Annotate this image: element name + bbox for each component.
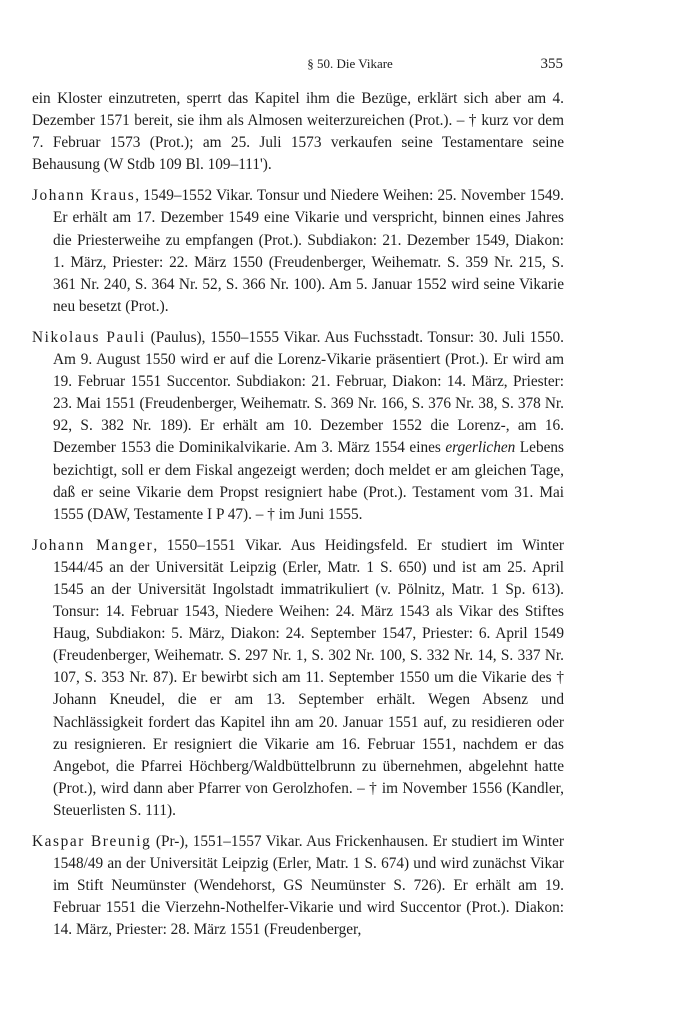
running-title: § 50. Die Vikare bbox=[307, 56, 393, 71]
entry-name: Johann Kraus bbox=[32, 187, 136, 205]
entry-name: Nikolaus Pauli bbox=[32, 328, 146, 346]
page-number: 355 bbox=[540, 56, 563, 72]
entry-text: (Pr-), 1551–1557 Vikar. Aus Frickenhausen. Er studiert im Winter 1548/49 an der Universität Leipzig (Erler, Matr. 1 S. 674) und wird zunächst Vikar im Stift Neumünster (Wendehorst, GS Neumünster S. 726). Er erhält am 19. Februar 1551 die Vierzehn-Nothelfer-Vikarie und wird Succentor (Prot.). Diakon: 14. März, Priester: 28. März 1551 (Freudenberger, bbox=[53, 833, 565, 939]
entry-italic-term: ergerlichen bbox=[445, 439, 516, 457]
paragraph-text: ein Kloster einzutreten, sperrt das Kapitel ihm die Bezüge, erklärt sich aber am 4. Dezember 1571 bereit, sie ihm als Almosen weiterzureichen (Prot.). – † kurz vor dem 7. Februar 1573 (Prot.); am 25. Juli 1573 verkaufen seine Testamentare seine Behausung (W Stdb 109 Bl. 109–111'). bbox=[32, 90, 564, 174]
entry-kaspar-breunig bbox=[32, 831, 564, 941]
body-text bbox=[32, 88, 564, 950]
entry-johann-manger bbox=[32, 535, 564, 822]
entry-nikolaus-pauli bbox=[32, 327, 564, 526]
entry-name: Johann Manger bbox=[32, 536, 154, 554]
running-head bbox=[0, 54, 700, 74]
entry-name: Kaspar Breunig bbox=[32, 833, 152, 850]
entry-text: Lebens bezichtigt, soll er dem Fiskal angezeigt werden; doch meldet er am gleichen Tage, daß er seine Vikarie dem Propst resigniert habe (Prot.). Testament vom 31. Mai 1555 (DAW, Testamente I P 47). – † im Juni 1555. bbox=[53, 439, 564, 523]
entry-text: , 1550–1551 Vikar. Aus Heidingsfeld. Er studiert im Winter 1544/45 an der Universität Leipzig (Erler, Matr. 1 S. 650) und ist am 25. April 1545 an der Universität Ingolstadt immatrikuliert (v. Pölnitz, Matr. 1 Sp. 613). Tonsur: 14. Februar 1543, Niedere Weihen: 24. März 1543 als Vikar des Stiftes Haug, Subdiakon: 5. März, Diakon: 24. September 1547, Priester: 6. April 1549 (Freudenberger, Weihematr. S. 297 Nr. 1, S. 302 Nr. 100, S. 332 Nr. 14, S. 337 Nr. 107, S. 353 Nr. 87). Er bewirbt sich am 11. September 1550 um die Vikarie des † Johann Kneudel, die er am 13. September erhält. Wegen Absenz und Nachlässigkeit fordert das Kapitel ihn am 20. Januar 1551 auf, zu residieren oder zu resignieren. Er resigniert die Vikarie am 16. Februar 1551, nachdem er das Angebot, die Pfarrei Höchberg/Waldbüttelbrunn zu übernehmen, abgelehnt hatte (Prot.), wird dann aber Pfarrer von Gerolzhofen. – † im November 1556 (Kandler, Steuerlisten S. 111). bbox=[53, 536, 564, 819]
entry-text: , 1549–1552 Vikar. Tonsur und Niedere Weihen: 25. November 1549. Er erhält am 17. Dezember 1549 eine Vikarie und verspricht, binnen eines Jahres die Priesterweihe zu empfangen (Prot.). Subdiakon: 21. Dezember 1549, Diakon: 1. März, Priester: 22. März 1550 (Freudenberger, Weihematr. S. 359 Nr. 215, S. 361 Nr. 240, S. 364 Nr. 52, S. 366 Nr. 100). Am 5. Januar 1552 wird seine Vikarie neu besetzt (Prot.). bbox=[53, 187, 564, 315]
continuation-paragraph bbox=[32, 88, 564, 176]
entry-johann-kraus bbox=[32, 185, 564, 318]
entry-text: (Paulus), 1550–1555 Vikar. Aus Fuchsstadt. Tonsur: 30. Juli 1550. Am 9. August 1550 wird er auf die Lorenz-Vikarie präsentiert (Prot.). Er wird am 19. Februar 1551 Succentor. Subdiakon: 21. Februar, Diakon: 14. März, Priester: 23. Mai 1551 (Freudenberger, Weihematr. S. 369 Nr. 166, S. 376 Nr. 38, S. 378 Nr. 92, S. 382 Nr. 189). Er erhält am 10. Dezember 1552 die Lorenz-, am 16. Dezember 1553 die Dominikalvikarie. Am 3. März 1554 eines bbox=[53, 328, 565, 457]
